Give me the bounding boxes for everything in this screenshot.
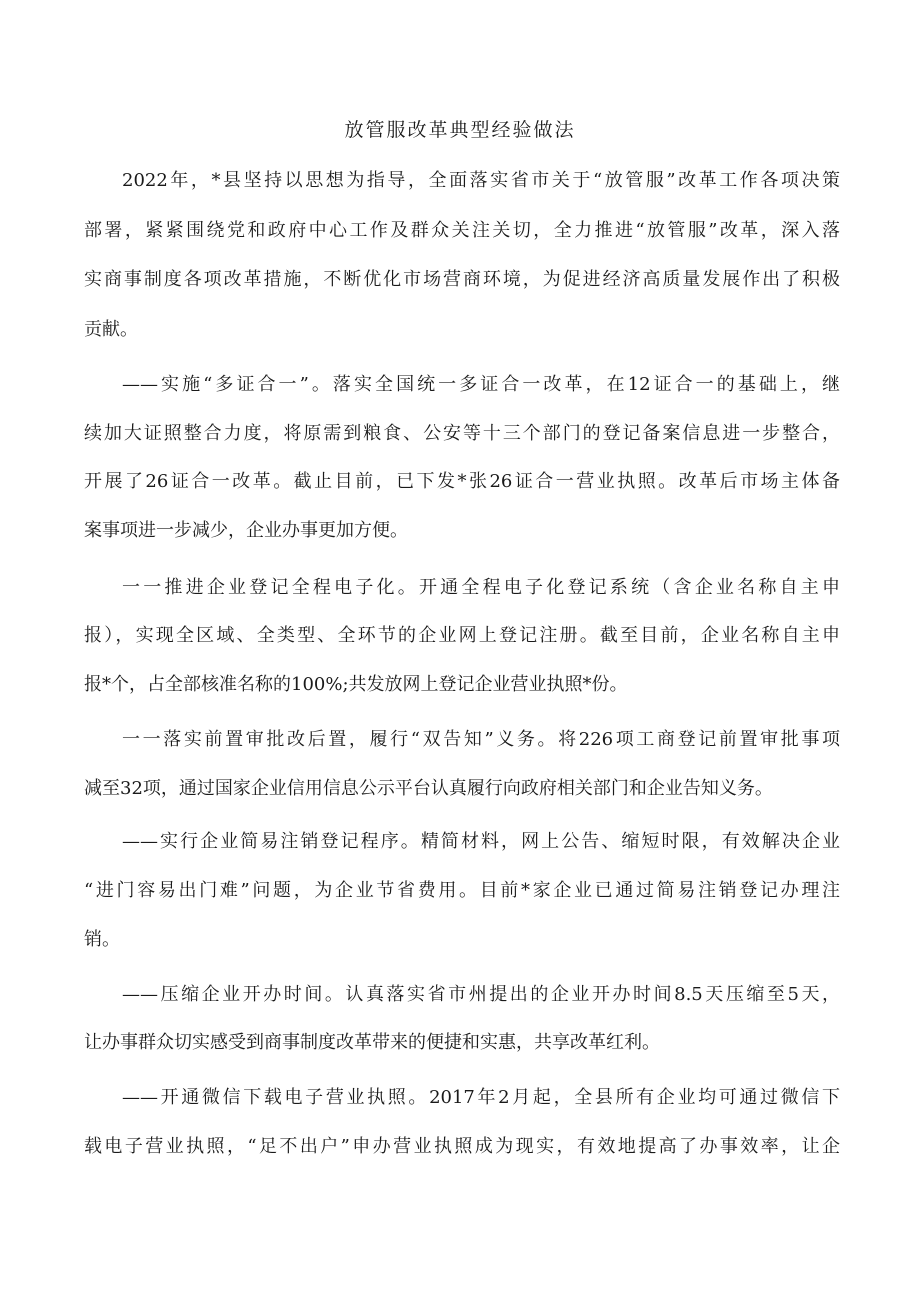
paragraph-line: 报*个，占全部核准名称的100%;共发放网上登记企业营业执照*份。	[84, 674, 628, 695]
paragraph-line: 一一推进企业登记全程电子化。开通全程电子化登记系统（含企业名称自主申	[122, 577, 840, 598]
paragraph-line: ——实施“多证合一”。落实全国统一多证合一改革，在12证合一的基础上，继	[122, 374, 840, 395]
paragraph-line: 一一落实前置审批改后置，履行“双告知”义务。将226项工商登记前置审批事项	[122, 729, 840, 750]
paragraph-line: ——开通微信下载电子营业执照。2017年2月起，全县所有企业均可通过微信下	[122, 1087, 840, 1108]
paragraph-line: 报），实现全区域、全类型、全环节的企业网上登记注册。截至目前，企业名称自主申	[84, 625, 840, 646]
paragraph-line: 减至32项，通过国家企业信用信息公示平台认真履行向政府相关部门和企业告知义务。	[84, 778, 773, 799]
paragraph-line: 载电子营业执照，“足不出户”申办营业执照成为现实，有效地提高了办事效率，让企	[84, 1136, 840, 1157]
paragraph-line: 贡献。	[84, 319, 138, 340]
paragraph-line: 实商事制度各项改革措施，不断优化市场营商环境，为促进经济高质量发展作出了积极	[84, 269, 840, 290]
paragraph-line: 续加大证照整合力度，将原需到粮食、公安等十三个部门的登记备案信息进一步整合，	[84, 423, 840, 444]
paragraph-line: 案事项进一步减少，企业办事更加方便。	[84, 520, 408, 541]
paragraph-line: 开展了26证合一改革。截止目前，已下发*张26证合一营业执照。改革后市场主体备	[84, 471, 840, 492]
paragraph-line: ——压缩企业开办时间。认真落实省市州提出的企业开办时间8.5天压缩至5天，	[122, 984, 840, 1005]
paragraph-line: ——实行企业简易注销登记程序。精简材料，网上公告、缩短时限，有效解决企业	[122, 831, 840, 852]
paragraph-line: “进门容易出门难”问题，为企业节省费用。目前*家企业已通过简易注销登记办理注	[84, 880, 840, 901]
paragraph-line: 销。	[84, 929, 120, 950]
paragraph-line: 2022年，*县坚持以思想为指导，全面落实省市关于“放管服”改革工作各项决策	[122, 170, 840, 191]
document-title: 放管服改革典型经验做法	[344, 119, 576, 141]
paragraph-line: 让办事群众切实感受到商事制度改革带来的便捷和实惠，共享改革红利。	[84, 1032, 660, 1053]
paragraph-line: 部署，紧紧围绕党和政府中心工作及群众关注关切，全力推进“放管服”改革，深入落	[84, 220, 840, 241]
